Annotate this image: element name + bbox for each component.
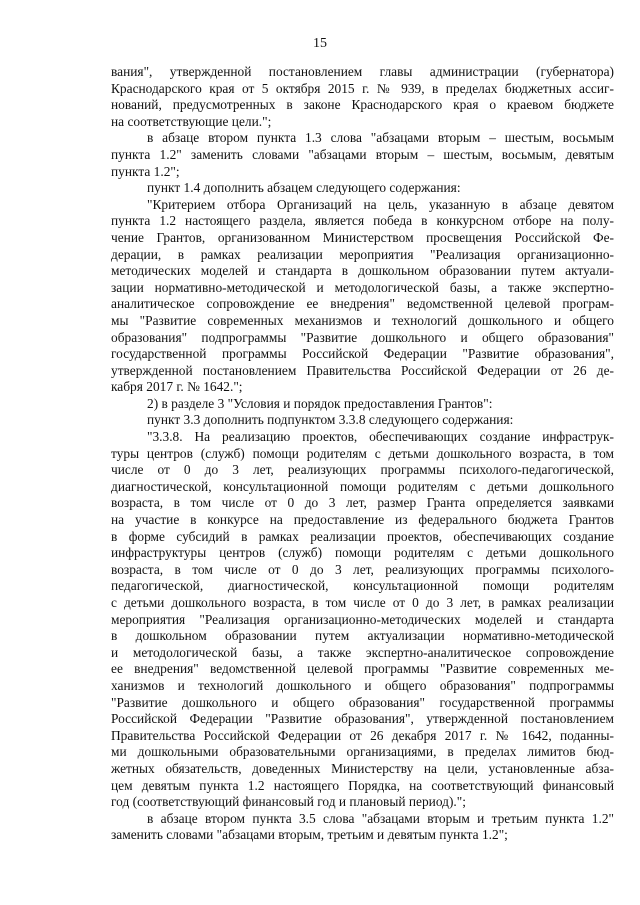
text-line: с детьми дошкольного возраста, в том числе от 0 до 3 лет, в рамках реализации [111, 595, 614, 610]
text-line: жетных обязательств, доведенных Министерству на цели, установленные абза- [111, 760, 614, 776]
document-body [111, 64, 614, 844]
text-line: образования" подпрограммы "Развитие дошкольного и общего образования" [111, 329, 614, 345]
paragraph [111, 811, 614, 844]
text-line: "Критерием отбора Организаций на цель, указанную в абзаце девятом [147, 196, 614, 212]
text-line: ханизмов и технологий дошкольного и общего образования" подпрограммы [111, 677, 614, 693]
paragraph [111, 429, 614, 811]
text-line: туры центров (служб) помощи родителям с детьми дошкольного возраста, в том [111, 445, 614, 461]
text-line: в дошкольном образовании путем актуализации нормативно-методической [111, 628, 614, 644]
text-line: ее внедрения" ведомственной целевой программы "Развитие современных ме- [111, 661, 614, 677]
text-line: вания", утвержденной постановлением главы администрации (губернатора) [111, 64, 614, 79]
text-line: пункт 3.3 дополнить подпунктом 3.3.8 следующего содержания: [147, 412, 514, 428]
text-line: инфраструктуры центров (служб) помощи родителям с детьми дошкольного [111, 545, 614, 561]
text-line: возраста, в том числе от 0 до 3 лет, размер Гранта определяется заявками [111, 495, 614, 511]
text-line: заменить словами "абзацами вторым, третьим и девятым пункта 1.2"; [111, 827, 508, 843]
text-line: пункта 1.2"; [111, 163, 180, 179]
text-line: государственной программы Российской Федерации "Развитие образования", [111, 346, 614, 362]
paragraph [111, 197, 614, 396]
text-line: пункта 1.2 настоящего раздела, является победа в конкурсном отборе на полу- [111, 213, 614, 229]
text-line: возраста, в том числе от 0 до 3 лет, реализующих программы психолого- [111, 561, 614, 577]
text-line: "Развитие дошкольного и общего образования" государственной программы [111, 694, 614, 710]
text-line: диагностической, консультационной помощи родителям с детьми дошкольного [111, 478, 614, 494]
paragraph [111, 64, 614, 130]
text-line: числе от 0 до 3 лет, реализующих программы психолого-педагогической, [111, 462, 614, 478]
text-line: дерации, в рамках реализации мероприятия "Реализация организационно- [111, 246, 614, 262]
text-line: пункт 1.4 дополнить абзацем следующего содержания: [147, 180, 461, 196]
text-line: мероприятия "Реализация организационно-методических моделей и стандарта [111, 611, 614, 627]
text-line: год (соответствующий финансовый год и плановый период)."; [111, 794, 466, 810]
text-line: кабря 2017 г. № 1642."; [111, 379, 243, 395]
text-line: в абзаце втором пункта 1.3 слова "абзацами вторым – шестым, восьмым [147, 130, 614, 146]
text-line: "3.3.8. На реализацию проектов, обеспечивающих создание инфраструк- [147, 429, 614, 445]
text-line: на участие в конкурсе на предоставление из федерального бюджета Грантов [111, 512, 614, 528]
text-line: на соответствующие цели."; [111, 113, 272, 129]
text-line: педагогической, диагностической, консультационной помощи родителям [111, 578, 614, 594]
paragraph [111, 180, 614, 197]
text-line: методических моделей и стандарта в дошкольном образовании путем актуали- [111, 263, 614, 279]
paragraph [111, 130, 614, 180]
text-line: и методологической базы, а также экспертно-аналитическое сопровождение [111, 644, 614, 660]
text-line: аналитическое сопровождение ее внедрения" ведомственной целевой програм- [111, 296, 614, 312]
text-line: пункта 1.2" заменить словами "абзацами вторым – шестым, восьмым, девятым [111, 146, 614, 162]
text-line: в форме субсидий в рамках реализации проектов, обеспечивающих создание [111, 528, 614, 544]
text-line: 2) в разделе 3 "Условия и порядок предоставления Грантов": [147, 395, 493, 411]
text-line: чение Грантов, организованном Министерством просвещения Российской Фе- [111, 229, 614, 245]
text-line: цем девятым пункта 1.2 настоящего Порядка, на соответствующий финансовый [111, 777, 614, 793]
text-line: ми дошкольными образовательными организациями, в пределах лимитов бюд- [111, 744, 614, 760]
paragraph [111, 396, 614, 413]
text-line: Краснодарского края от 5 октября 2015 г. № 939, в пределах бюджетных ассиг- [111, 80, 614, 96]
text-line: в абзаце втором пункта 3.5 слова "абзацами вторым и третьим пункта 1.2" [147, 810, 614, 826]
paragraph [111, 412, 614, 429]
page-number: 15 [313, 36, 327, 51]
text-line: Правительства Российской Федерации от 26 декабря 2017 г. № 1642, поданны- [111, 727, 614, 743]
text-line: утвержденной постановлением Правительства Российской Федерации от 26 де- [111, 362, 614, 378]
text-line: мы "Развитие современных механизмов и технологий дошкольного и общего [111, 312, 614, 328]
text-line: зации нормативно-методической и методологической базы, а также экспертно- [111, 279, 614, 295]
text-line: Российской Федерации "Развитие образования", утвержденной постановлением [111, 711, 614, 727]
text-line: нований, предусмотренных в законе Краснодарского края о краевом бюджете [111, 97, 614, 113]
